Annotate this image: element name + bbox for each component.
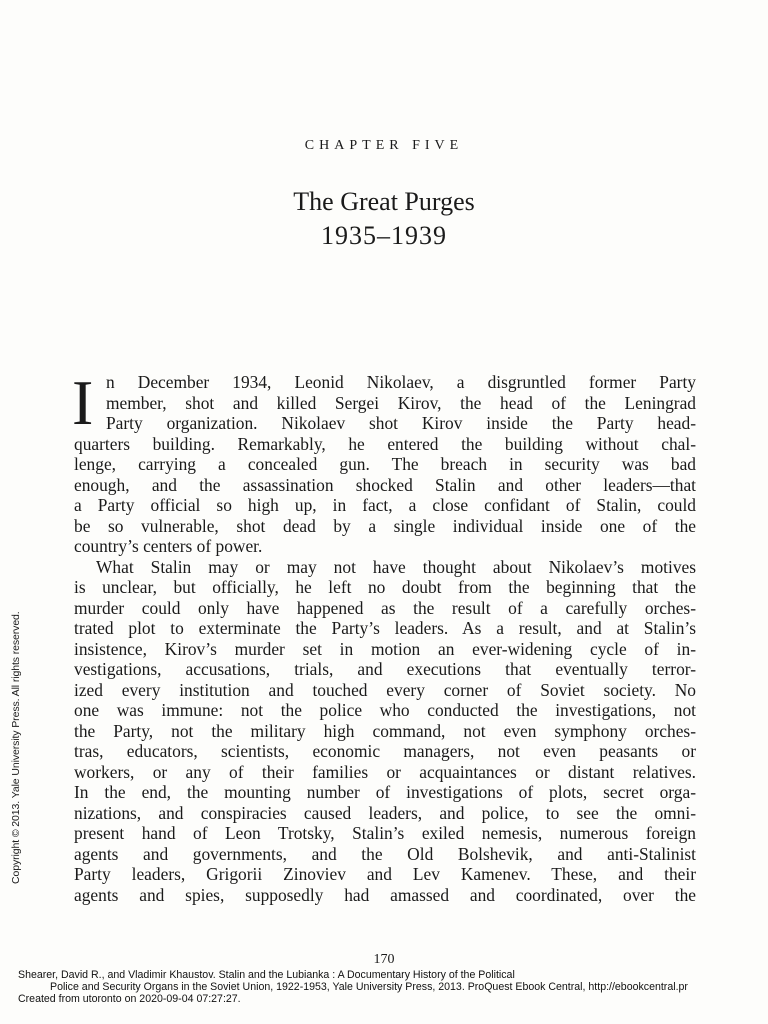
chapter-title: The Great Purges <box>293 187 475 216</box>
text-line: agents and governments, and the Old Bolshevik, and anti-Stalinist <box>74 843 696 864</box>
chapter-label: CHAPTER FIVE <box>304 138 464 153</box>
text-line: Party leaders, Grigorii Zinoviev and Lev Kamenev. These, and their <box>74 864 696 884</box>
text-line: ized every institution and touched every corner of Soviet society. No <box>74 679 696 700</box>
text-line: tras, educators, scientists, economic managers, not even peasants or <box>74 741 696 761</box>
text-line: nizations, and conspiracies caused leaders, and police, to see the omni- <box>74 802 696 823</box>
text-line: quarters building. Remarkably, he entered the building without chal- <box>74 433 696 454</box>
text-line: workers, or any of their families or acquaintances or distant relatives. <box>74 761 696 782</box>
text-line: murder could only have happened as the result of a carefully orches- <box>74 597 696 618</box>
page-number: 170 <box>373 952 395 967</box>
text-line: one was immune: not the police who conducted the investigations, not <box>74 700 696 720</box>
text-line: present hand of Leon Trotsky, Stalin’s exiled nemesis, numerous foreign <box>74 823 696 843</box>
text-line: enough, and the assassination shocked Stalin and other leaders—that <box>74 474 696 495</box>
text-line: agents and spies, supposedly had amassed and coordinated, over the <box>74 884 696 905</box>
text-line: insistence, Kirov’s murder set in motion an ever-widening cycle of in- <box>74 638 696 659</box>
body-text <box>72 367 696 905</box>
text-line: country’s centers of power. <box>74 536 263 556</box>
citation-line-1: Shearer, David R., and Vladimir Khaustov. Stalin and the Lubianka : A Documentary History of the Political <box>18 969 515 981</box>
text-line: What Stalin may or may not have thought about Nikolaev’s motives <box>96 556 696 577</box>
citation-line-2: Police and Security Organs in the Soviet Union, 1922-1953, Yale University Press, 2013. ProQuest Ebook Central, http://ebookcentral.pr <box>50 981 688 993</box>
text-line: vestigations, accusations, trials, and executions that eventually terror- <box>74 659 696 679</box>
citation-line-3: Created from utoronto on 2020-09-04 07:27:27. <box>18 993 241 1005</box>
text-line: is unclear, but officially, he left no doubt from the beginning that the <box>74 577 696 597</box>
text-line: a Party official so high up, in fact, a close confidant of Stalin, could <box>74 495 696 515</box>
drop-cap: I <box>72 367 94 438</box>
text-line: trated plot to exterminate the Party’s leaders. As a result, and at Stalin’s <box>74 618 696 638</box>
text-line: lenge, carrying a concealed gun. The breach in security was bad <box>74 454 696 474</box>
text-line: Party organization. Nikolaev shot Kirov inside the Party head- <box>106 413 696 433</box>
text-line: be so vulnerable, shot dead by a single individual inside one of the <box>74 515 696 536</box>
chapter-dates: 1935–1939 <box>321 221 447 250</box>
copyright-notice: Copyright © 2013. Yale University Press. All rights reserved. <box>10 611 22 884</box>
text-line: the Party, not the military high command, not even symphony orches- <box>74 720 696 741</box>
text-line: n December 1934, Leonid Nikolaev, a disgruntled former Party <box>106 372 696 392</box>
text-line: In the end, the mounting number of investigations of plots, secret orga- <box>74 782 696 802</box>
text-line: member, shot and killed Sergei Kirov, the head of the Leningrad <box>106 392 696 413</box>
